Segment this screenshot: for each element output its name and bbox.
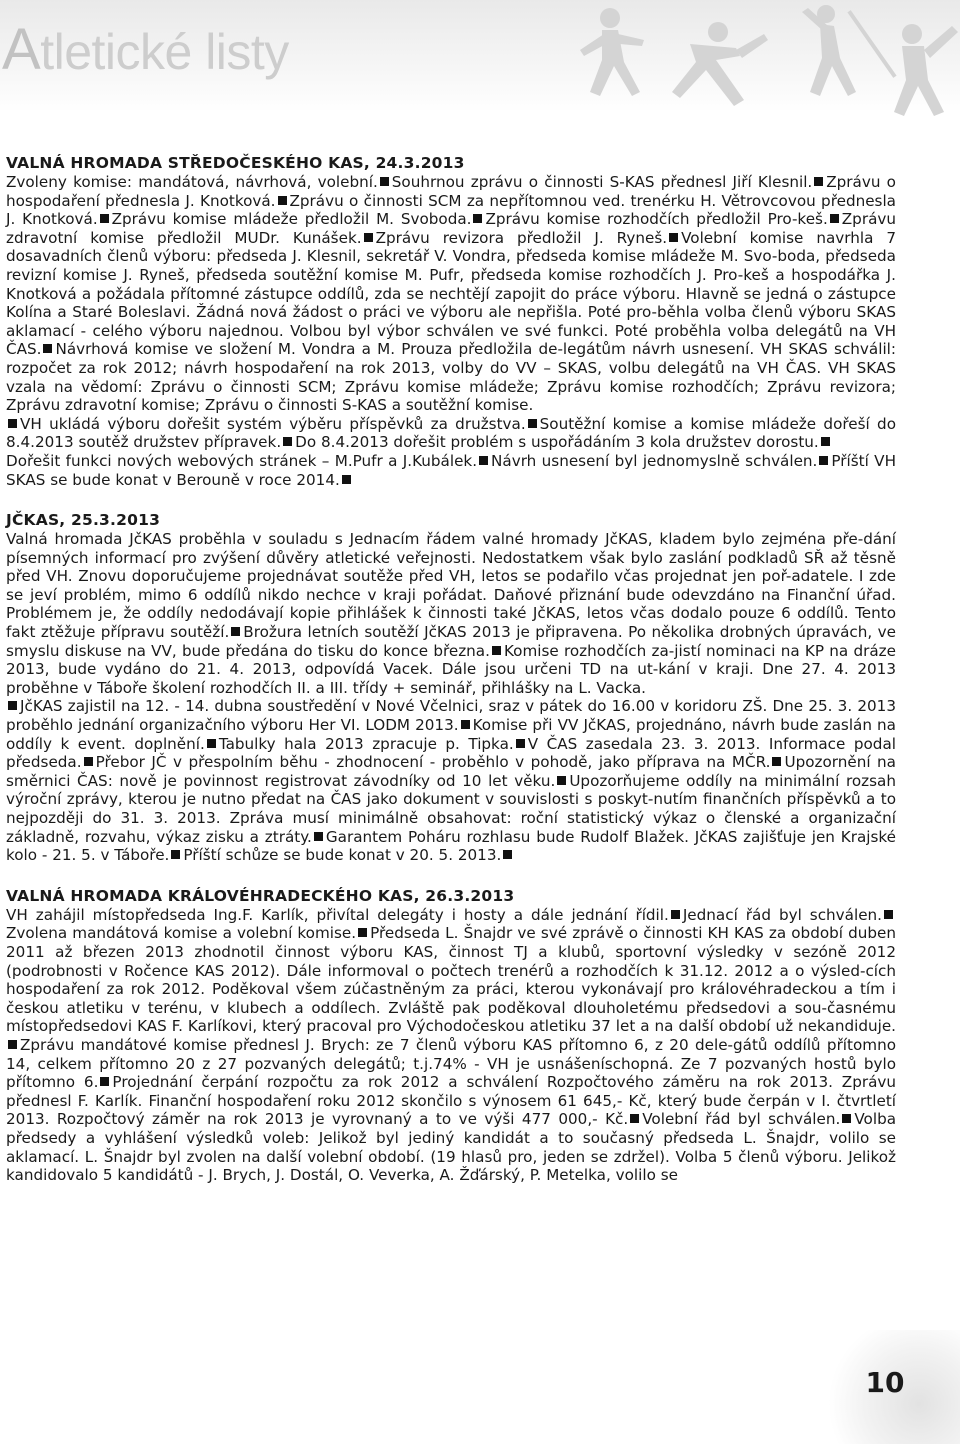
bullet-square-icon [492, 646, 501, 655]
bullet-square-icon [84, 757, 93, 766]
bullet-square-icon [8, 1040, 17, 1049]
javelin-thrower-icon [847, 10, 958, 116]
bullet-square-icon [278, 196, 287, 205]
bullet-square-icon [671, 910, 680, 919]
paragraph-segment: Volební komise navrhla 7 dosavadních členů výboru: předseda J. Klesnil, sekretář V. Vondra, předseda komise mládeže M. Svo-boda, předseda revizní komise J. Ryneš, předseda soutěžní komise M. Pufr, předseda komise rozhodčích J. Pro-keš a hospodářka J. Knotková a požádala přítomné zástupce oddílů, zda se nechtějí zapojit do práce výboru. Hlavně se jedná o zástupce Kolína a Staré Boleslavi. Žádná nová žádost o práci ve výboru ale nepřišla. Poté pro-běhla volba členů výboru SKAS aklamací - celého výboru najednou. Volbou byl výbor schválen ve své funkci. Poté proběhla volba delegátů na VH ČAS. [6, 228, 897, 359]
paragraph-segment: Brožura letních soutěží JčKAS 2013 je připravena. Po několika drobných úpravách, ve smyslu diskuse na VV, bude předána do tisku do konce března. [6, 623, 896, 660]
bullet-square-icon [8, 701, 17, 710]
paragraph-segment: Zprávu zdravotní komise předložil MUDr. Kunášek. [6, 210, 896, 247]
paragraph-segment: Souhrnou zprávu o činnosti S-KAS přednesl Jiří Klesnil. [391, 173, 813, 191]
paragraph-segment: Tabulky hala 2013 zpracuje p. Tipka. [218, 734, 514, 753]
bullet-square-icon [830, 214, 839, 223]
sprinter-icon [672, 22, 768, 106]
bullet-square-icon [100, 1077, 109, 1086]
article-body [6, 154, 896, 1207]
bullet-square-icon [473, 214, 482, 223]
bullet-square-icon [8, 419, 17, 428]
section-text [6, 173, 896, 489]
paragraph-segment: Návrh usnesení byl jednomyslně schválen. [491, 451, 818, 470]
section-text [6, 906, 896, 1185]
bullet-square-icon [669, 233, 678, 242]
bullet-square-icon [814, 177, 823, 186]
paragraph-segment: Zprávu o činnosti SCM za nepřítomnou ved. trenérku H. Větrovcovou přednesla J. Knotková. [6, 191, 896, 229]
magazine-title [2, 16, 289, 83]
paragraph-segment: V ČAS zasedala 23. 3. 2013. Informace podal předseda. [6, 734, 896, 772]
paragraph-segment: Příští schůze se bude konat v 20. 5. 2013. [183, 846, 502, 865]
bullet-square-icon [380, 177, 389, 186]
paragraph-segment: Volební řád byl schválen. [642, 1110, 841, 1129]
bullet-square-icon [314, 832, 323, 841]
bullet-square-icon [516, 739, 525, 748]
magazine-title-rest: tletické listy [40, 24, 289, 80]
paragraph-segment: Přebor JČ v přespolním běhu - zhodnocení - proběhlo v pohodě, jako příprava na MČR. [95, 753, 771, 772]
bullet-square-icon [342, 475, 351, 484]
running-athlete-icon [580, 8, 644, 96]
paragraph-segment: Dořešit funkci nových webových stránek – M.Pufr a J.Kubálek. [6, 451, 478, 470]
paragraph-segment: Návrhová komise ve složení M. Vondra a M. Prouza předložila de-legátům návrh usnesení. VH SKAS schválil: rozpočet za rok 2012; návrh hospodaření na rok 2013, volby do VV – SKAS, volbu delegátů na VH ČAS. VH SKAS vzala na vědomí: Zprávu o činnosti SCM; Zprávu komise mládeže; Zprávu komise rozhodčích; Zprávu revizora; Zprávu zdravotní komise; Zprávu o činnosti S-KAS a soutěžní komise. [6, 340, 896, 415]
bullet-square-icon [207, 739, 216, 748]
bullet-square-icon [100, 214, 109, 223]
paragraph-segment: Projednání čerpání rozpočtu za rok 2012 a schválení Rozpočtového záměru na rok 2013. Zprávu přednesl F. Karlík. Finanční hospodaření roku 2012 skončilo s výnosem 61 645,- Kč, který bude čerpán v I. čtvrtletí 2013. Rozpočtový záměr na rok 2013 je vyrovnaný a to ve výši 477 000,- Kč. [6, 1073, 897, 1129]
paragraph-segment: Upozorňujeme oddíly na minimální rozsah výroční zprávy, kterou je nutno předat na ČAS jako dokument v souvislosti s poskyt-nutím finančních příspěvků a to nejpozději do 31. 3. 2013. Zpráva musí minimálně obsahovat: roční statistický výkaz o členské a organizační základně, rozvahu, výkaz zisku a ztráty. [6, 771, 896, 846]
magazine-title-initial: A [2, 17, 41, 82]
paragraph-segment: Komise při VV JčKAS, projednáno, návrh bude zaslán na oddíly k event. doplnění. [6, 716, 896, 753]
bullet-square-icon [528, 419, 537, 428]
page-number: 10 [865, 1366, 905, 1399]
paragraph-segment: Upozornění na směrnici ČAS: nově je povinnost registrovat závodníky od 10 let věku. [6, 753, 896, 790]
paragraph-segment: Příští VH SKAS se bude konat v Berouně v roce 2014. [6, 451, 896, 489]
bullet-square-icon [283, 437, 292, 446]
bullet-square-icon [461, 720, 470, 729]
paragraph-segment: Předseda L. Šnajdr ve své zprávě o činnosti KH KAS za období duben 2011 až březen 2013 zhodnotil činnost výboru KAS, činnost TJ a klubů, sportovní výsledky v sezóně 2012 (podrobnosti v Ročence KAS 2012). Dále informoval o počtech trenérů a rozhodčích k 31.12. 2012 a o výsled-cích hospodaření za rok 2012. Poděkoval všem zúčastněným za práci, kterou vykonávají pro královéhradeckou a tím i českou atletiku v terénu, v klubech a oddílech. Zvláště pak poděkoval dlouholetému předsedovi a sou-časnému místopředsedovi KAS F. Karlíkovi, který pracoval pro Východočeskou atletiku 37 let a na další období už nekandiduje. [6, 924, 896, 1036]
bullet-square-icon [884, 910, 893, 919]
masthead [0, 0, 960, 120]
paragraph-segment: VH ukládá výboru dořešit systém výběru příspěvků za družstva. [20, 414, 526, 433]
paragraph-segment: Komise rozhodčích za-jistí nominaci na KP na dráze 2013, bude vydáno do 21. 4. 2013, odpovídá Vacek. Dále jsou určeni TD na ut-kání v kraji. Dne 27. 4. 2013 proběhne v Táboře školení rozhodčích II. a III. třídy + seminář, přihlášky na L. Vacka. [6, 641, 896, 697]
athletes-silhouettes [540, 0, 960, 120]
section-kralovehradecky-kas [6, 887, 896, 1185]
paragraph-segment: Volba předsedy a vyhlášení výsledků voleb: Jelikož byl jediný kandidát a to současný předseda L. Šnajdr, volilo se aklamací. L. Šnajdr byl zvolen na další volební období. (19 hlasů pro, jeden se zdržel). Volba 5 členů výboru. Jelikož kandidovalo 5 kandidátů - J. Brych, J. Dostál, O. Veverka, A. Žďárský, P. Metelka, volilo se [6, 1110, 897, 1185]
bullet-square-icon [821, 437, 830, 446]
paragraph-segment: Zprávu komise rozhodčích předložil Pro-keš. [485, 210, 828, 229]
bullet-square-icon [772, 757, 781, 766]
bullet-square-icon [231, 627, 240, 636]
paragraph-segment: VH zahájil místopředseda Ing.F. Karlík, přivítal delegáty i hosty a dále jednání řídil. [6, 905, 669, 924]
bullet-square-icon [358, 928, 367, 937]
bullet-square-icon [364, 233, 373, 242]
high-jumper-icon [802, 5, 856, 96]
paragraph-segment: JčKAS zajistil na 12. - 14. dubna soustředění v Nové Včelnici, sraz v pátek do 16.00 v koridoru ZŠ. Dne 25. 3. 2013 proběhlo jednání organizačního výboru Her VI. LODM 2013. [6, 697, 896, 735]
bullet-square-icon [43, 344, 52, 353]
paragraph-segment: Zvolena mandátová komise a volební komise. [6, 924, 357, 943]
paragraph-segment: Jednací řád byl schválen. [682, 905, 882, 924]
bullet-square-icon [503, 850, 512, 859]
paragraph-segment: Do 8.4.2013 dořešit problém s uspořádáním 3 kola družstev dorostu. [295, 433, 819, 452]
paragraph-segment: Zprávu revizora předložil J. Ryneš. [375, 228, 668, 247]
section-stredocesky-kas [6, 154, 896, 489]
paragraph-segment: Valná hromada JčKAS proběhla v souladu s Jednacím řádem valné hromady JčKAS, kladem bylo zejména pře-dání písemných informací pro zvýšení důvěry atletické veřejnosti. Nedostatkem však bylo zaslání podkladů SŘ až těsně před VH. Znovu doporučujeme projednávat soutěže před VH, letos se podařilo včas projednat jen poř-adatele. I zde se jeví problém, mimo 6 oddílů nikdo nechce v kraji pořádat. Daňové přiznání bude odevzdáno na Finanční úřad. Problémem je, že oddíly nedodávají kopie přihlášek k činnosti také JčKAS, letos včas dodalo pouze 6 oddílů. Tento fakt ztěžuje přípravu soutěží. [6, 530, 896, 642]
paragraph-segment: Zvoleny komise: mandátová, návrhová, volební. [6, 173, 378, 191]
section-jckas [6, 511, 896, 865]
paragraph-segment: Zprávu mandátové komise přednesl J. Brych: ze 7 členů výboru KAS přítomno 6, z 20 dele-gátů oddílů přítomno 14, celkem přítomno 20 z 27 pozvaných delegátů; t.j.74% - VH je usnášeníschopná. Ze 7 pozvaných hostů bylo přítomno 6. [6, 1035, 896, 1092]
bullet-square-icon [630, 1114, 639, 1123]
bullet-square-icon [479, 456, 488, 465]
paragraph-segment: Garantem Poháru rozhlasu bude Rudolf Blažek. JčKAS zajišťuje jen Krajské kolo - 21. 5. v Táboře. [6, 827, 896, 865]
bullet-square-icon [557, 776, 566, 785]
paragraph-segment: Zprávu o hospodaření přednesla J. Knotková. [6, 173, 896, 210]
section-title: VALNÁ HROMADA STŘEDOČESKÉHO KAS, 24.3.2013 [6, 154, 465, 172]
section-text [6, 530, 896, 865]
section-title: JČKAS, 25.3.2013 [6, 511, 161, 530]
bullet-square-icon [842, 1114, 851, 1123]
section-title: VALNÁ HROMADA KRÁLOVÉHRADECKÉHO KAS, 26.3.2013 [6, 886, 515, 905]
bullet-square-icon [819, 456, 828, 465]
paragraph-segment: Zprávu komise mládeže předložil M. Svoboda. [111, 210, 472, 229]
paragraph-segment: Soutěžní komise a komise mládeže dořeší do 8.4.2013 soutěž družstev přípravek. [6, 414, 896, 452]
bullet-square-icon [171, 850, 180, 859]
